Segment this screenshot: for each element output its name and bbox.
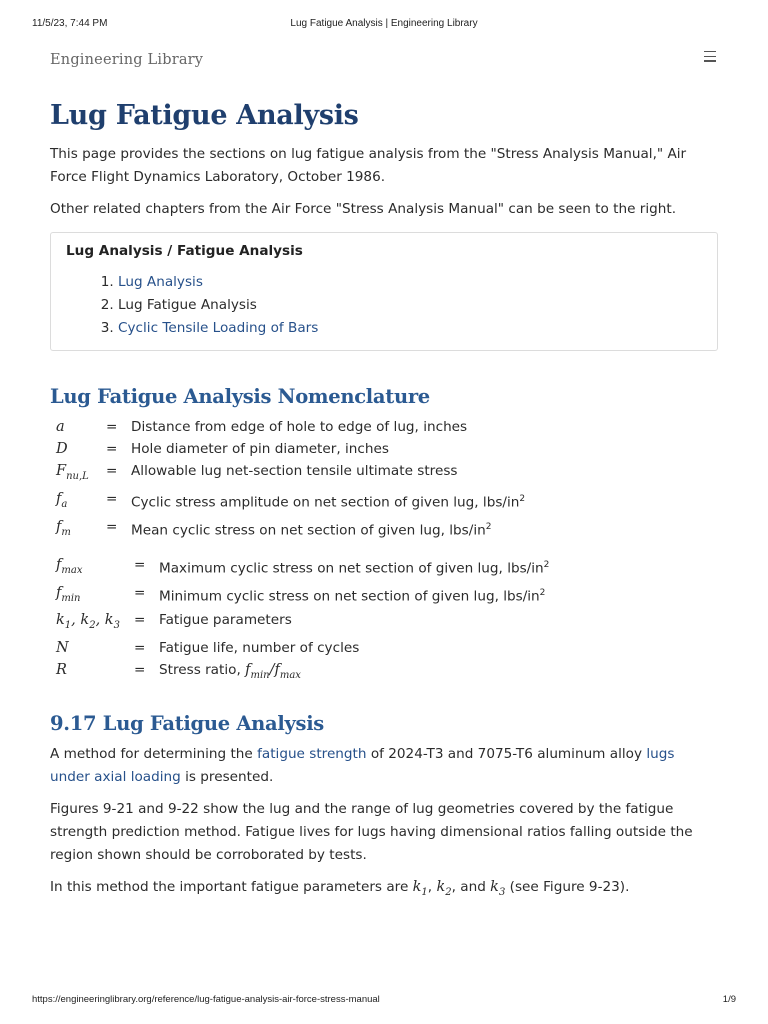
toc-item-current: 2. Lug Fatigue Analysis (118, 294, 702, 317)
toc-item (118, 271, 702, 294)
definition: Stress ratio, $f_{min}/f_{max}$ (159, 662, 301, 682)
stress-ratio-formula: $f_{min}/f_{max}$ (245, 662, 301, 682)
toc-item (118, 317, 702, 340)
equals: = (134, 584, 146, 601)
section-917-paragraph-2: Figures 9-21 and 9-22 show the lug and the range of lug geometries covered by the fatigue strength prediction method. Fatigue lives for lugs having dimensional ratios falling outside the region shown should be corroborated by tests. (50, 801, 693, 864)
definition: Mean cyclic stress on net section of given lug, lbs/$in^2$ (131, 521, 492, 539)
table-row (50, 460, 718, 488)
equals: = (106, 490, 118, 507)
definition: Distance from edge of hole to edge of lug, inches (131, 419, 468, 435)
definition: Fatigue parameters (159, 612, 292, 629)
section-917-paragraph-1: A method for determining the fatigue strength of 2024-T3 and 7075-T6 aluminum alloy lugs under axial loading is presented. (50, 746, 675, 786)
table-row (50, 582, 718, 610)
print-url: https://engineeringlibrary.org/reference/lug-fatigue-analysis-air-force-stress-manual (32, 994, 380, 1005)
table-row (50, 438, 718, 460)
toc-link-cyclic-tensile-loading[interactable]: Cyclic Tensile Loading of Bars (118, 320, 319, 336)
lugs-axial-loading-link[interactable]: lugs under axial loading (50, 746, 675, 786)
fatigue-strength-link[interactable]: fatigue strength (257, 746, 367, 763)
table-row (50, 659, 718, 687)
equals: = (106, 441, 118, 457)
related-chapters-paragraph: Other related chapters from the Air Force "Stress Analysis Manual" can be seen to the right. (50, 201, 677, 217)
nomenclature-heading: Lug Fatigue Analysis Nomenclature (50, 385, 430, 408)
table-of-contents (50, 232, 718, 351)
symbol: $f_a$ (56, 490, 68, 510)
equals: = (106, 518, 118, 535)
equals: = (106, 463, 118, 479)
equals: = (134, 612, 146, 629)
table-row (50, 416, 718, 438)
equals: = (106, 419, 118, 435)
symbol: $f_{min}$ (56, 584, 81, 604)
nomenclature-table (50, 416, 718, 544)
section-917-paragraph-3: In this method the important fatigue parameters are $k_1$, $k_2$, and $k_3$ (see Figure 9-23). (50, 879, 630, 899)
print-datetime: 11/5/23, 7:44 PM (32, 18, 108, 29)
symbol: $F_{nu,L}$ (56, 463, 89, 482)
symbol: D (56, 441, 68, 457)
symbol: $k_1$, $k_2$, $k_3$ (56, 612, 120, 632)
equals: = (134, 640, 146, 657)
print-page-title: Lug Fatigue Analysis | Engineering Library (290, 18, 478, 29)
symbol: a (56, 419, 65, 435)
table-row (50, 637, 718, 659)
print-page-number: 1/9 (722, 994, 736, 1005)
definition: Fatigue life, number of cycles (159, 640, 360, 657)
hamburger-menu-icon[interactable] (704, 51, 716, 63)
intro-paragraph: This page provides the sections on lug fatigue analysis from the "Stress Analysis Manual," Air Force Flight Dynamics Laboratory, October 1986. (50, 146, 687, 185)
nomenclature-table-2 (50, 554, 718, 688)
table-row (50, 609, 718, 637)
toc-list (66, 271, 702, 340)
toc-link-lug-analysis[interactable]: Lug Analysis (118, 274, 203, 290)
section-917-heading: 9.17 Lug Fatigue Analysis (50, 712, 324, 736)
equals: = (134, 662, 146, 679)
equals: = (134, 556, 146, 573)
symbol: R (56, 662, 67, 679)
brand-link[interactable]: Engineering Library (50, 52, 204, 68)
main-content (50, 100, 718, 913)
symbol: $f_{max}$ (56, 556, 83, 576)
table-row (50, 516, 718, 544)
symbol: $f_m$ (56, 518, 71, 538)
definition: Maximum cyclic stress on net section of given lug, lbs/$in^2$ (159, 559, 550, 577)
table-row (50, 488, 718, 516)
table-row (50, 554, 718, 582)
definition: Allowable lug net-section tensile ultimate stress (131, 463, 458, 479)
navbar (50, 49, 720, 71)
symbol: N (56, 640, 69, 657)
page-title: Lug Fatigue Analysis (50, 100, 359, 131)
toc-title: Lug Analysis / Fatigue Analysis (66, 243, 303, 259)
definition: Cyclic stress amplitude on net section of given lug, lbs/$in^2$ (131, 493, 526, 511)
definition: Hole diameter of pin diameter, inches (131, 441, 389, 457)
definition: Minimum cyclic stress on net section of given lug, lbs/$in^2$ (159, 587, 546, 605)
